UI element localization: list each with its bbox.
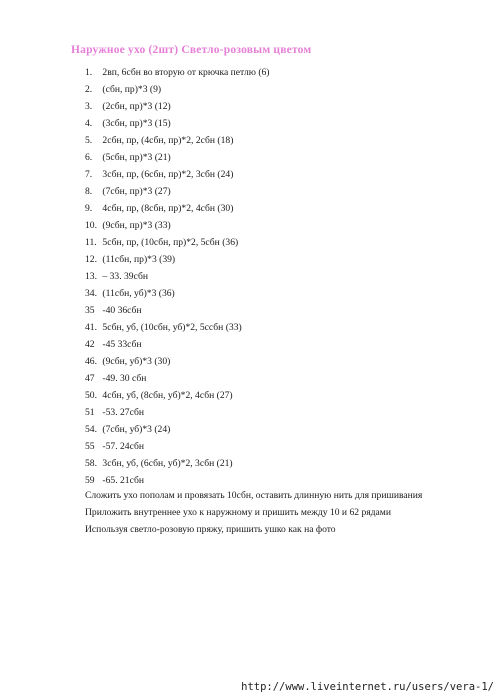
row-number: 42 <box>85 339 95 350</box>
row-instruction: (7сбн, уб)*3 (24) <box>102 424 171 435</box>
row-number: 7. <box>85 169 93 180</box>
row-instruction: (7сбн, пр)*3 (27) <box>102 186 171 197</box>
pattern-row <box>85 234 485 251</box>
row-number: 9. <box>85 203 93 214</box>
row-number: 47 <box>85 373 95 384</box>
pattern-row <box>85 183 485 200</box>
pattern-row <box>85 370 485 387</box>
pattern-row <box>85 132 485 149</box>
pattern-row <box>85 455 485 472</box>
row-instruction: – 33. 39сбн <box>102 271 148 282</box>
row-number: 51 <box>85 407 95 418</box>
source-url-watermark: http://www.liveinternet.ru/users/vera-1/ <box>237 681 494 693</box>
row-instruction: -57. 24сбн <box>102 441 144 452</box>
row-number: 35 <box>85 305 95 316</box>
row-number: 5. <box>85 135 93 146</box>
row-number: 55 <box>85 441 95 452</box>
pattern-row <box>85 353 485 370</box>
row-number: 58. <box>85 458 97 469</box>
pattern-row <box>85 302 485 319</box>
row-instruction: -45 33сбн <box>102 339 142 350</box>
pattern-row <box>85 319 485 336</box>
row-number: 3. <box>85 101 93 112</box>
row-instruction: (сбн, пр)*3 (9) <box>102 84 162 95</box>
row-number: 41. <box>85 322 97 333</box>
pattern-row <box>85 387 485 404</box>
pattern-row <box>85 64 485 81</box>
pattern-row <box>85 421 485 438</box>
pattern-row <box>85 404 485 421</box>
pattern-row <box>85 251 485 268</box>
pattern-row <box>85 285 485 302</box>
row-instruction: 2сбн, пр, (4сбн, пр)*2, 2сбн (18) <box>102 135 234 146</box>
assembly-note: Сложить ухо пополам и провязать 10сбн, оставить длинную нить для пришивания <box>85 490 423 501</box>
row-number: 1. <box>85 67 93 78</box>
row-instruction: (11сбн, уб)*3 (36) <box>102 288 175 299</box>
pattern-row <box>85 268 485 285</box>
row-number: 8. <box>85 186 93 197</box>
row-instruction: -53. 27сбн <box>102 407 144 418</box>
assembly-notes-list <box>85 487 485 538</box>
row-instruction: 2вп, 6сбн во вторую от крючка петлю (6) <box>102 67 270 78</box>
pattern-row <box>85 336 485 353</box>
row-number: 6. <box>85 152 93 163</box>
pattern-rows-list <box>85 64 485 489</box>
assembly-note: Приложить внутреннее ухо к наружному и пришить между 10 и 62 рядами <box>85 507 391 518</box>
row-instruction: -49. 30 сбн <box>102 373 147 384</box>
row-instruction: 5сбн, уб, (10сбн, уб)*2, 5ссбн (33) <box>102 322 242 333</box>
row-number: 4. <box>85 118 93 129</box>
assembly-note: Используя светло-розовую пряжу, пришить ушко как на фото <box>85 524 336 535</box>
row-instruction: -65. 21сбн <box>102 475 144 486</box>
row-instruction: 4сбн, пр, (8сбн, пр)*2, 4сбн (30) <box>102 203 234 214</box>
row-instruction: 5сбн, пр, (10сбн, пр)*2, 5сбн (36) <box>102 237 239 248</box>
row-instruction: 3сбн, пр, (6сбн, пр)*2, 3сбн (24) <box>102 169 234 180</box>
row-number: 12. <box>85 254 97 265</box>
row-instruction: (3сбн, пр)*3 (15) <box>102 118 171 129</box>
pattern-row <box>85 438 485 455</box>
pattern-row <box>85 149 485 166</box>
row-instruction: (9сбн, пр)*3 (33) <box>102 220 171 231</box>
row-instruction: (11сбн, пр)*3 (39) <box>102 254 176 265</box>
row-number: 54. <box>85 424 97 435</box>
section-title: Наружное ухо (2шт) Светло-розовым цветом <box>71 44 312 56</box>
pattern-row <box>85 81 485 98</box>
row-number: 46. <box>85 356 97 367</box>
pattern-row <box>85 98 485 115</box>
row-instruction: 3сбн, уб, (6сбн, уб)*2, 3сбн (21) <box>102 458 233 469</box>
pattern-row <box>85 115 485 132</box>
pattern-row <box>85 217 485 234</box>
row-instruction: 4сбн, уб, (8сбн, уб)*2, 4сбн (27) <box>102 390 233 401</box>
row-instruction: (2сбн, пр)*3 (12) <box>102 101 171 112</box>
pattern-row <box>85 166 485 183</box>
row-number: 11. <box>85 237 97 248</box>
row-number: 2. <box>85 84 93 95</box>
row-instruction: -40 36сбн <box>102 305 142 316</box>
pattern-row <box>85 200 485 217</box>
row-instruction: (5сбн, пр)*3 (21) <box>102 152 171 163</box>
row-number: 59 <box>85 475 95 486</box>
row-number: 10. <box>85 220 97 231</box>
row-number: 50. <box>85 390 97 401</box>
row-number: 34. <box>85 288 97 299</box>
row-instruction: (9сбн, уб)*3 (30) <box>102 356 171 367</box>
row-number: 13. <box>85 271 97 282</box>
